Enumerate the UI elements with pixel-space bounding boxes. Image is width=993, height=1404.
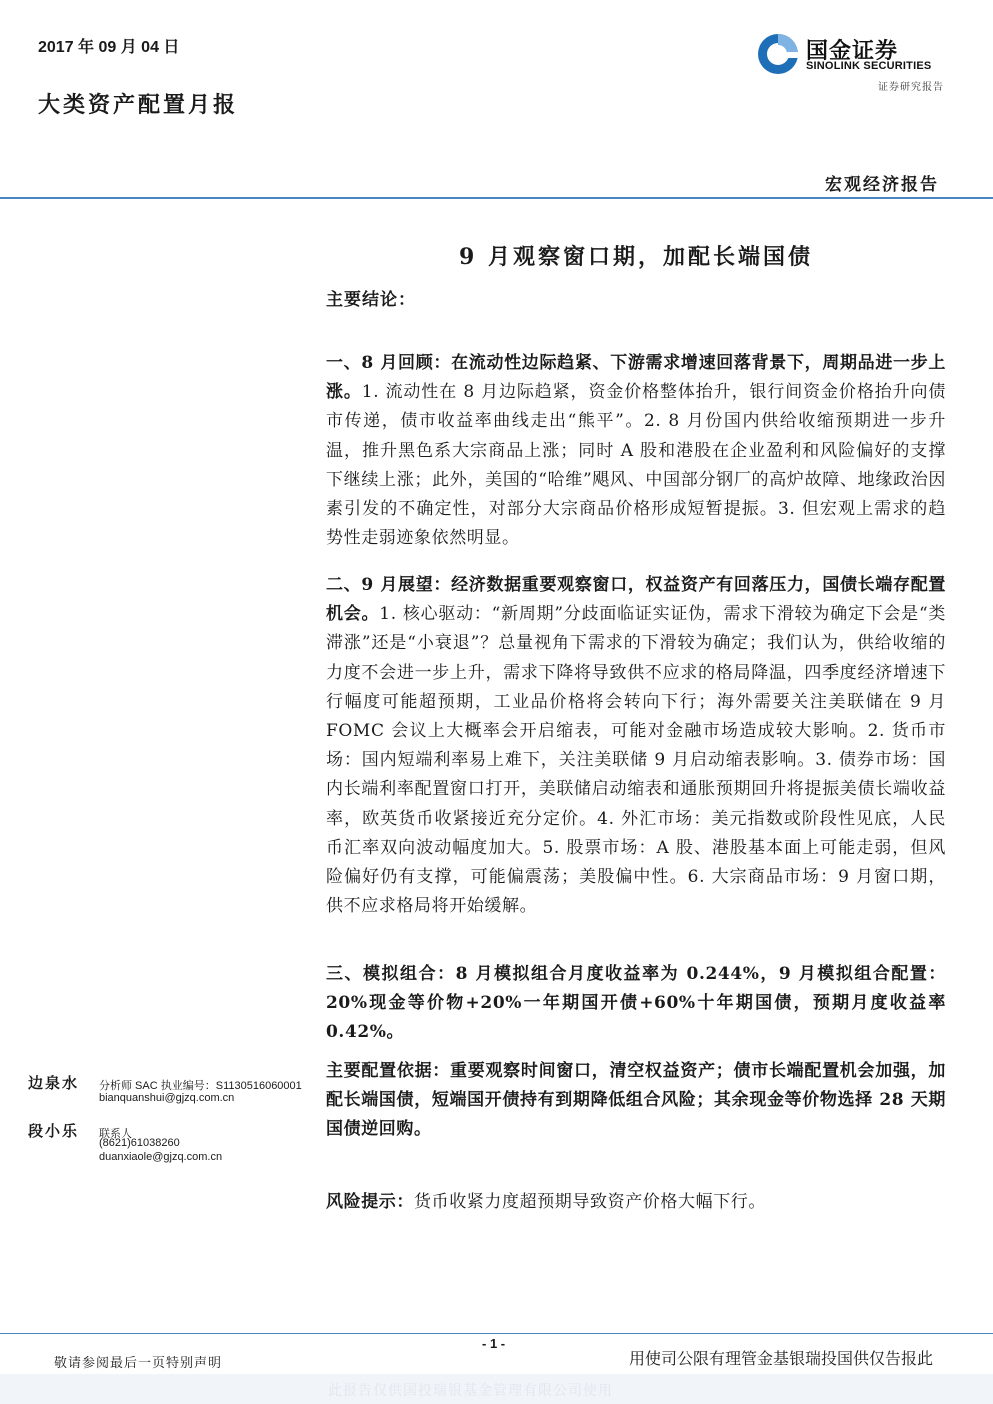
report-title: 9 月观察窗口期，加配长端国债 xyxy=(459,244,813,270)
paragraph-2-body: 1. 核心驱动：“新周期”分歧面临证实证伪，需求下滑较为确定下会是“类滞涨”还是“小衰退”？总量视角下需求的下滑较为确定；我们认为，供给收缩的力度不会进一步上升，需求下降将导致供不应求的格局降温，四季度经济增速下行幅度可能超预期，工业品价格将会转向下行；海外需要关注美联储在 9 月 FOMC 会议上大概率会开启缩表，可能对金融市场造成较大影响。2. 货币市场：国内短端利率易上难下，关注美联储 9 月启动缩表影响。3. 债券市场：国内长端利率配置窗口打开，美联储启动缩表和通胀预期回升将提振美债长端收益率，欧英货币收紧接近充分定价。4. 外汇市场：美元指数或阶段性见底，人民币汇率双向波动幅度加大。5. 股票市场：A 股、港股基本面上可能走弱，但风险偏好仍有支撑，可能偏震荡；美股偏中性。6. 大宗商品市场：9 月窗口期，供不应求格局将开始缓解。 xyxy=(326,604,946,917)
conclusion-paragraph-3 xyxy=(326,960,946,1048)
main-conclusion-label: 主要结论： xyxy=(326,290,416,310)
logo-name-en: SINOLINK SECURITIES xyxy=(806,60,932,72)
conclusion-paragraph-1 xyxy=(326,349,946,553)
risk-warning-text: 货币收紧力度超预期导致资产价格大幅下行。 xyxy=(414,1192,766,1212)
report-series-title: 大类资产配置月报 xyxy=(38,92,239,118)
paragraph-2-heading: 二、9 月展望：经济数据重要观察窗口，权益资产有回落压力，国债长端存配置机会。 xyxy=(326,575,946,625)
footer-divider xyxy=(0,1333,993,1334)
paragraph-3-heading: 三、模拟组合：8 月模拟组合月度收益率为 0.244%，9 月模拟组合配置：20%现金等价物+20%一年期国开债+60%十年期国债，预期月度收益率 0.42%。 xyxy=(326,964,946,1043)
contact-phone: (8621)61038260 xyxy=(99,1137,180,1149)
analyst-name: 边泉水 xyxy=(28,1074,80,1092)
watermark-text: 此报告仅供国投瑞银基金管理有限公司使用 xyxy=(328,1383,613,1399)
logo-name-cn: 国金证券 xyxy=(806,39,899,64)
analyst-block-1 xyxy=(28,1072,318,1112)
page-number: - 1 - xyxy=(482,1336,506,1351)
paragraph-1-body: 1. 流动性在 8 月边际趋紧，资金价格整体抬升，银行间资金价格抬升向债市传递，债市收益率曲线走出“熊平”。2. 8 月份国内供给收缩预期进一步升温，推升黑色系大宗商品上涨；同时 A 股和港股在企业盈利和风险偏好的支撑下继续上涨；此外，美国的“哈维”飓风、中国部分钢厂的高炉故障、地缘政治因素引发的不确定性，对部分大宗商品价格形成短暂提振。3. 但宏观上需求的趋势性走弱迹象依然明显。 xyxy=(326,382,946,549)
contact-email[interactable]: duanxiaole@gjzq.com.cn xyxy=(99,1151,223,1163)
analyst-email[interactable]: bianquanshui@gjzq.com.cn xyxy=(99,1092,235,1104)
paragraph-1-heading: 一、8 月回顾：在流动性边际趋紧、下游需求增速回落背景下，周期品进一步上涨。 xyxy=(326,353,946,403)
sinolink-logo-icon xyxy=(756,32,800,76)
header-divider xyxy=(0,197,993,199)
report-type-label: 宏观经济报告 xyxy=(825,175,939,195)
footer-disclaimer-note: 敬请参阅最后一页特别声明 xyxy=(54,1356,223,1371)
report-date: 2017 年 09 月 04 日 xyxy=(38,39,180,56)
footer-usage-note: 用使司公限有理管金基银瑞投国供仅告报此 xyxy=(628,1349,933,1368)
company-logo xyxy=(756,32,946,92)
contact-role: 联系人 xyxy=(99,1128,132,1140)
paragraph-4-heading: 主要配置依据：重要观察时间窗口，清空权益资产；债市长端配置机会加强，加配长端国债，短端国开债持有到期降低组合风险；其余现金等价物选择 28 天期国债逆回购。 xyxy=(326,1061,946,1140)
analyst-block-2 xyxy=(28,1120,318,1170)
risk-warning-label: 风险提示： xyxy=(326,1192,414,1212)
logo-subtitle: 证券研究报告 xyxy=(878,82,944,93)
contact-name: 段小乐 xyxy=(28,1122,80,1140)
analyst-credential: 分析师 SAC 执业编号：S1130516060001 xyxy=(99,1080,302,1092)
conclusion-paragraph-4 xyxy=(326,1057,946,1145)
risk-warning-paragraph xyxy=(326,1188,946,1217)
conclusion-paragraph-2 xyxy=(326,571,946,921)
